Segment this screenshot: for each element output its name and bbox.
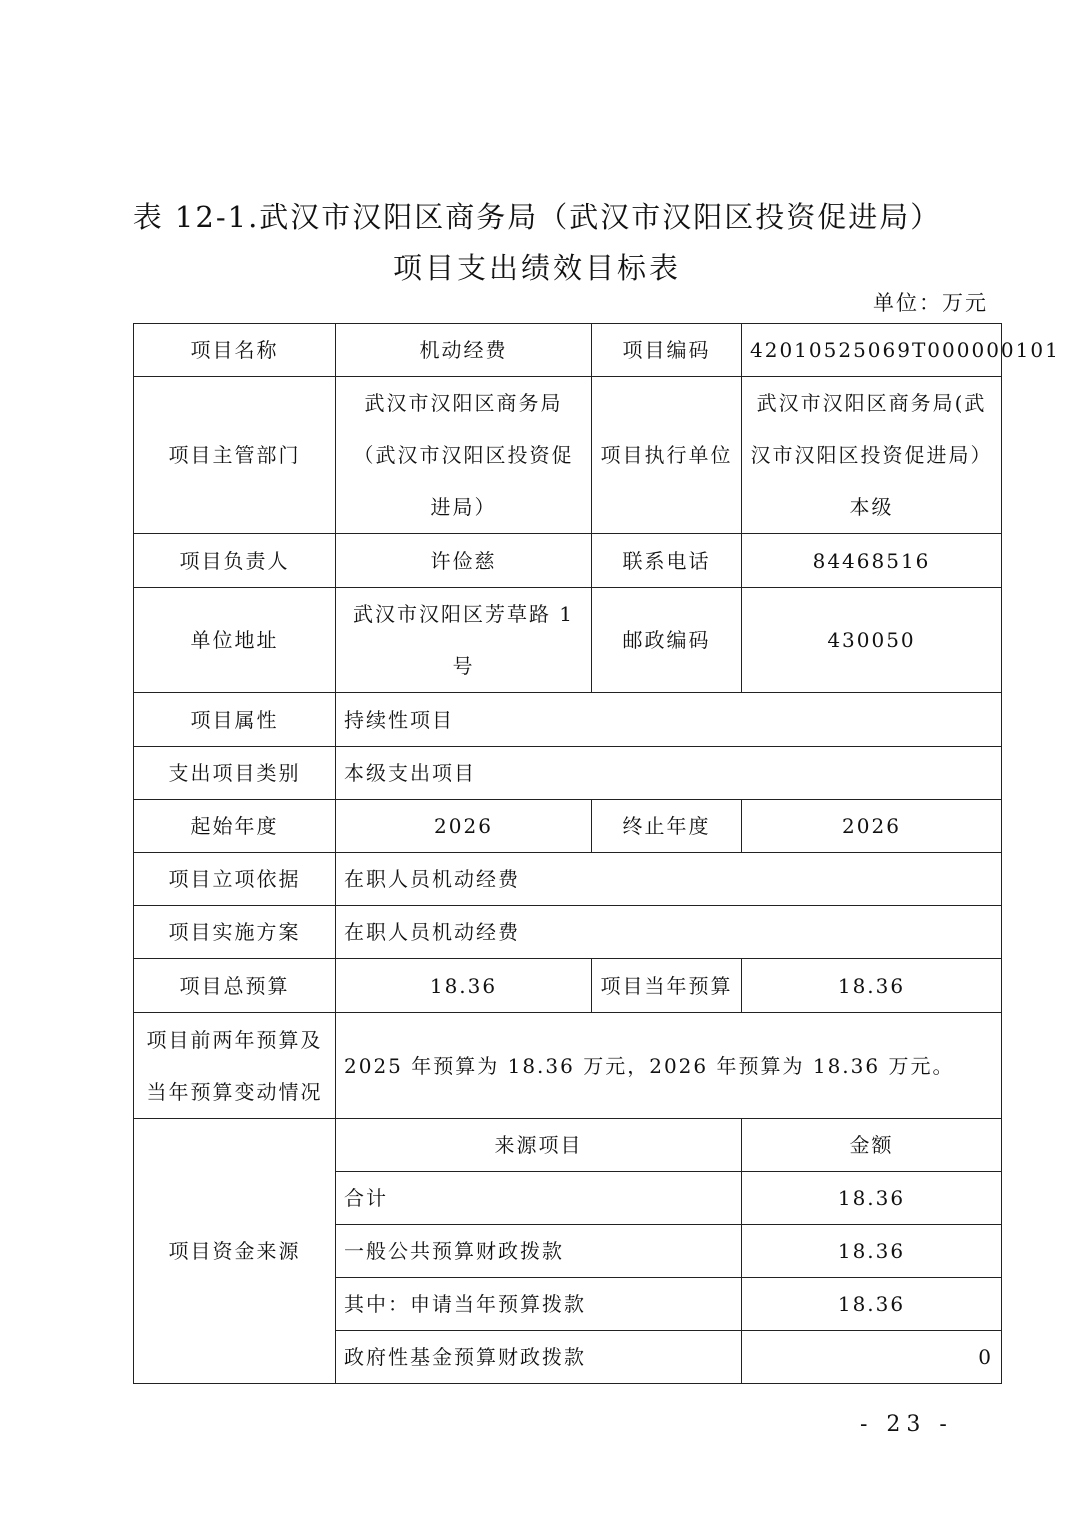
project-code-label: 项目编码 — [592, 324, 742, 377]
table-row — [134, 377, 1002, 534]
plan-label: 项目实施方案 — [134, 906, 336, 959]
supervisor-label: 项目主管部门 — [134, 377, 336, 534]
project-code-value: 42010525069T000000101 — [742, 324, 1002, 377]
address-label: 单位地址 — [134, 588, 336, 693]
budget-change-value: 2025 年预算为 18.36 万元，2026 年预算为 18.36 万元。 — [336, 1013, 1002, 1119]
funding-source: 政府性基金预算财政拨款 — [336, 1331, 742, 1384]
total-budget-value: 18.36 — [336, 959, 592, 1013]
leader-label: 项目负责人 — [134, 534, 336, 588]
category-value: 本级支出项目 — [336, 747, 1002, 800]
start-year-label: 起始年度 — [134, 800, 336, 853]
funding-amount: 18.36 — [742, 1225, 1002, 1278]
funding-amount: 0 — [742, 1331, 1002, 1384]
attribute-label: 项目属性 — [134, 693, 336, 747]
unit-label: 单位：万元 — [873, 291, 988, 315]
performance-target-table — [133, 323, 1060, 1384]
table-row — [134, 324, 1002, 377]
table-row — [134, 588, 1002, 693]
executor-label: 项目执行单位 — [592, 377, 742, 534]
executor-value: 武汉市汉阳区商务局(武汉市汉阳区投资促进局）本级 — [742, 377, 1002, 534]
table-row — [134, 1013, 1002, 1119]
funding-amount-header: 金额 — [742, 1119, 1002, 1172]
funding-label: 项目资金来源 — [134, 1119, 336, 1384]
plan-value: 在职人员机动经费 — [336, 906, 1002, 959]
funding-source: 合计 — [336, 1172, 742, 1225]
phone-label: 联系电话 — [592, 534, 742, 588]
table-row — [134, 906, 1002, 959]
basis-value: 在职人员机动经费 — [336, 853, 1002, 906]
funding-source: 一般公共预算财政拨款 — [336, 1225, 742, 1278]
table-row — [134, 853, 1002, 906]
budget-change-label: 项目前两年预算及当年预算变动情况 — [134, 1013, 336, 1119]
table-row — [134, 959, 1002, 1013]
category-label: 支出项目类别 — [134, 747, 336, 800]
total-budget-label: 项目总预算 — [134, 959, 336, 1013]
phone-value: 84468516 — [742, 534, 1002, 588]
start-year-value: 2026 — [336, 800, 592, 853]
end-year-label: 终止年度 — [592, 800, 742, 853]
supervisor-value: 武汉市汉阳区商务局（武汉市汉阳区投资促进局） — [336, 377, 592, 534]
funding-amount: 18.36 — [742, 1278, 1002, 1331]
postcode-label: 邮政编码 — [592, 588, 742, 693]
table-row — [134, 1119, 1002, 1172]
project-name-value: 机动经费 — [336, 324, 592, 377]
project-name-label: 项目名称 — [134, 324, 336, 377]
table-row — [134, 800, 1002, 853]
year-budget-label: 项目当年预算 — [592, 959, 742, 1013]
funding-source: 其中：申请当年预算拨款 — [336, 1278, 742, 1331]
postcode-value: 430050 — [742, 588, 1002, 693]
address-value: 武汉市汉阳区芳草路 1 号 — [336, 588, 592, 693]
year-budget-value: 18.36 — [742, 959, 1002, 1013]
leader-value: 许俭慈 — [336, 534, 592, 588]
page-number: - 23 - — [860, 1412, 953, 1437]
funding-source-header: 来源项目 — [336, 1119, 742, 1172]
table-row — [134, 747, 1002, 800]
end-year-value: 2026 — [742, 800, 1002, 853]
title-line-1: 表 12-1.武汉市汉阳区商务局（武汉市汉阳区投资促进局） — [132, 200, 942, 234]
title-line-2: 项目支出绩效目标表 — [392, 251, 681, 285]
table-row — [134, 693, 1002, 747]
funding-amount: 18.36 — [742, 1172, 1002, 1225]
table-row — [134, 534, 1002, 588]
basis-label: 项目立项依据 — [134, 853, 336, 906]
attribute-value: 持续性项目 — [336, 693, 1002, 747]
